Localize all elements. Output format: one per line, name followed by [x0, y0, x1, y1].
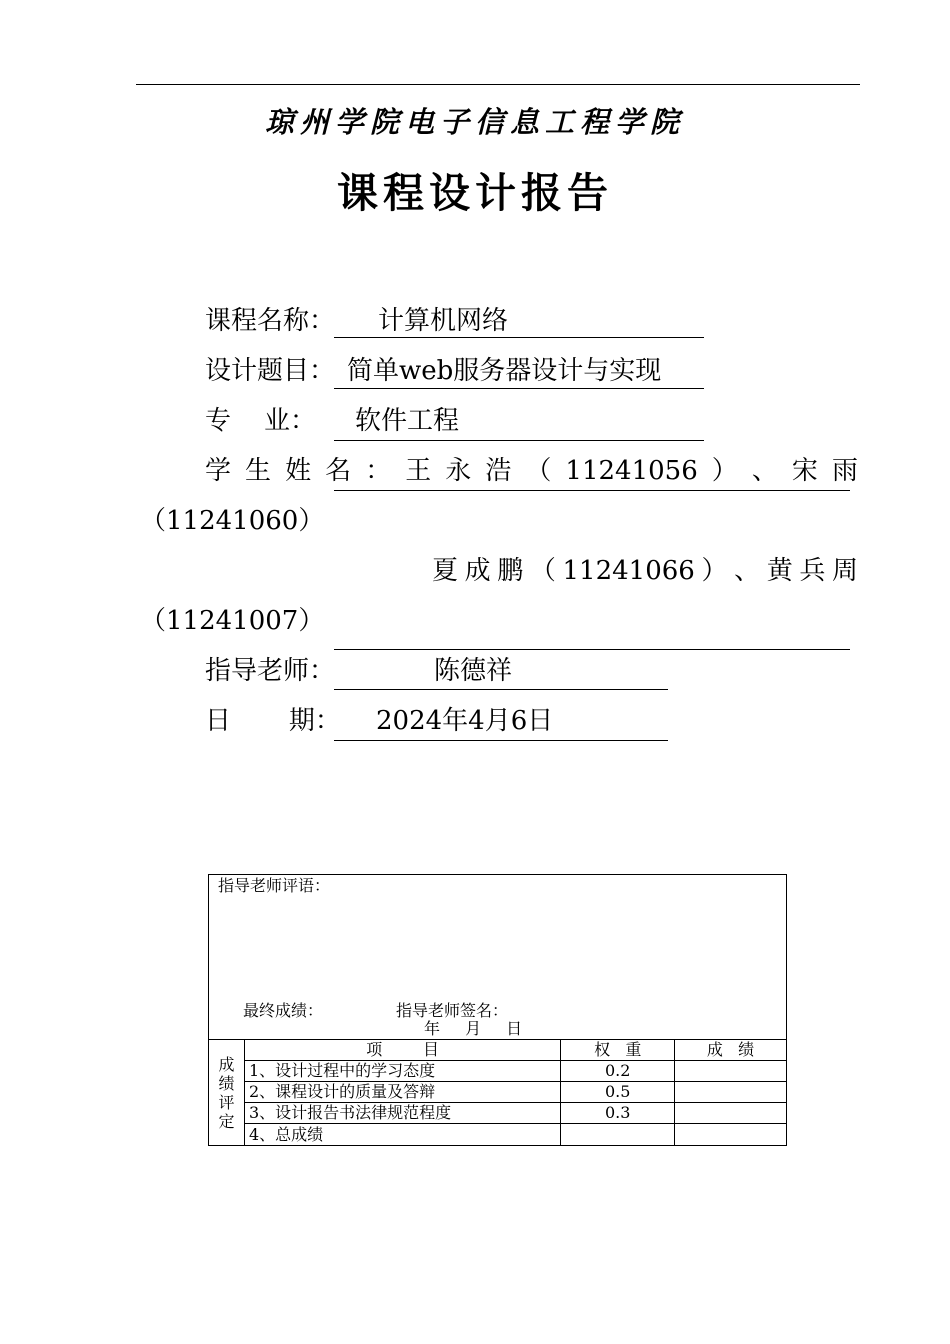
final-grade-label: 最终成绩：	[243, 1001, 324, 1020]
topic-underline	[334, 388, 704, 389]
student-char: 生	[245, 456, 272, 486]
major-value: 软件工程	[355, 406, 460, 436]
student-line-3	[432, 554, 858, 588]
student-char: 永	[445, 456, 472, 486]
student-char: 雨	[831, 456, 858, 486]
student-char: ）	[711, 456, 738, 486]
evaluation-table	[208, 874, 787, 1146]
row-weight	[561, 1124, 675, 1146]
row-item: 4、总成绩	[244, 1124, 560, 1146]
student-underline-2	[334, 649, 850, 650]
row-item: 1、设计过程中的学习态度	[244, 1061, 560, 1082]
student-line-4: （11241007）	[140, 606, 325, 636]
student-char: 名	[325, 456, 352, 486]
student-char: 、	[734, 556, 761, 586]
row-grade	[675, 1124, 787, 1146]
header-weight: 权 重	[561, 1040, 675, 1061]
student-char: 宋	[791, 456, 818, 486]
student-char: ：	[365, 456, 392, 486]
major-label: 专 业：	[205, 406, 317, 436]
student-char: 学	[205, 456, 232, 486]
student-char: 黄	[766, 556, 793, 586]
top-rule	[136, 84, 860, 85]
signature-label: 指导老师签名：	[396, 1001, 509, 1020]
row-weight: 0.5	[561, 1082, 675, 1103]
student-char: 成	[464, 556, 491, 586]
signature-date: 年 月 日	[424, 1019, 533, 1038]
row-grade	[675, 1082, 787, 1103]
grade-eval-side-label	[209, 1040, 245, 1146]
row-item: 3、设计报告书法律规范程度	[244, 1103, 560, 1124]
side-char: 成	[218, 1054, 235, 1074]
student-char: 浩	[485, 456, 512, 486]
row-item: 2、课程设计的质量及答辩	[244, 1082, 560, 1103]
advisor-underline	[334, 689, 668, 690]
course-value: 计算机网络	[378, 306, 509, 336]
header-item: 项 目	[244, 1040, 560, 1061]
row-weight: 0.2	[561, 1061, 675, 1082]
row-grade	[675, 1061, 787, 1082]
header-grade: 成 绩	[675, 1040, 787, 1061]
course-label: 课程名称：	[205, 306, 336, 336]
advisor-comment-cell	[209, 875, 787, 1040]
comment-label: 指导老师评语：	[218, 876, 331, 895]
student-char: 、	[751, 456, 778, 486]
date-label: 日 期：	[205, 706, 341, 736]
topic-value: 简单web服务器设计与实现	[347, 356, 662, 386]
side-char: 定	[218, 1111, 235, 1131]
student-char: ）	[701, 556, 728, 586]
student-char: 夏	[432, 556, 459, 586]
date-underline	[334, 740, 668, 741]
student-char: 鹏	[497, 556, 524, 586]
student-id: 11241066	[562, 556, 695, 586]
advisor-label: 指导老师：	[205, 656, 336, 686]
student-id: 11241056	[565, 456, 698, 486]
side-char: 绩	[218, 1073, 235, 1093]
report-title: 课程设计报告	[337, 169, 613, 217]
course-underline	[334, 337, 704, 338]
college-name: 琼州学院电子信息工程学院	[264, 105, 685, 139]
row-grade	[675, 1103, 787, 1124]
student-char: 周	[831, 556, 858, 586]
student-char: （	[529, 556, 556, 586]
date-value: 2024年4月6日	[376, 706, 554, 736]
student-char: 兵	[799, 556, 826, 586]
student-char: （	[525, 456, 552, 486]
student-char: 王	[405, 456, 432, 486]
advisor-value: 陈德祥	[434, 656, 513, 686]
student-line-1	[205, 454, 858, 488]
topic-label: 设计题目：	[205, 356, 336, 386]
student-underline-1	[334, 490, 850, 491]
student-line-2: （11241060）	[140, 506, 325, 536]
major-underline	[334, 440, 704, 441]
student-char: 姓	[285, 456, 312, 486]
row-weight: 0.3	[561, 1103, 675, 1124]
side-char: 评	[218, 1092, 235, 1112]
